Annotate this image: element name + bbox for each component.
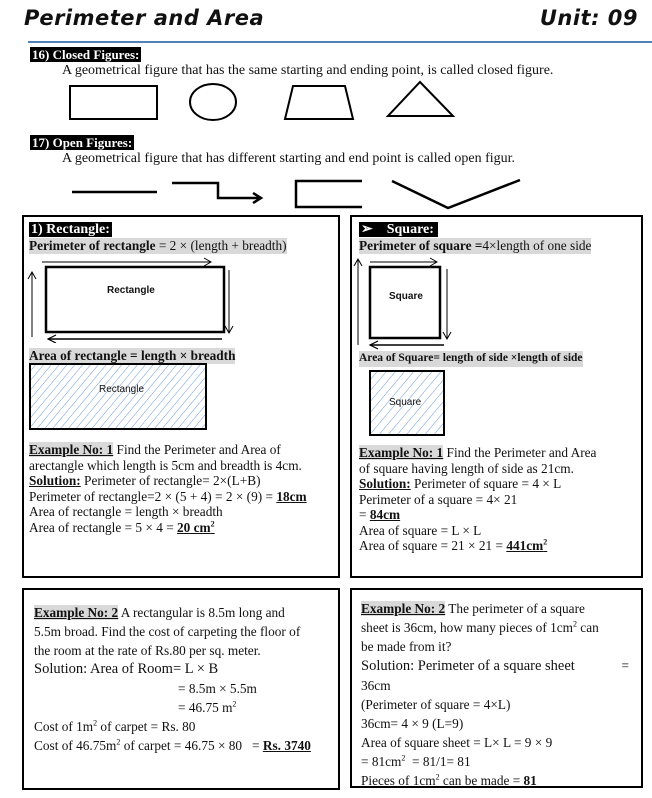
open-bracket-shape [296,181,362,207]
rectangle-box [22,215,340,578]
rectangle-perimeter-figure [24,253,324,343]
cost-line-1-a: Cost of 1m [34,719,94,734]
area-answer [506,538,547,553]
square-area-formula: Area of Square= length of side ×length of side [359,351,583,367]
solution-line-3: (Perimeter of square = 4×L) [361,697,511,712]
rectangle-example-2-content [34,603,330,755]
area-answer-value: 441cm [506,538,544,553]
perimeter-label: Perimeter of square = [359,238,483,253]
perimeter-expression: 4×length of one side [482,238,592,253]
example-2-text-3: be made from it? [361,639,452,654]
solution-line-7-b: can be made = [439,773,524,788]
example-1-title: Example No: 1 [359,445,444,460]
cost-line-1 [34,717,330,736]
open-figures-description: A geometrical figure that has different starting and end point is called open figur. [62,151,516,166]
solution-line-3-prefix: = [359,507,370,522]
open-figures-heading: 17) Open Figures: [32,135,133,150]
solution-line-4: Area of square = L × L [359,522,482,538]
closed-trapezium-shape [285,86,353,119]
example-1-text-2: arectangle which length is 5cm and breadth is 4cm. [29,457,302,473]
closed-rectangle-shape [70,86,157,119]
rectangle-perimeter-formula [29,238,287,254]
solution-line-7-a: Pieces of 1cm [361,773,436,788]
cost-line-2-b: of carpet = 46.75 × 80 = [120,738,263,753]
square-example-2-box [350,588,643,788]
exponent: 2 [93,718,98,728]
example-1-text: Find the Perimeter and Area of [113,442,281,457]
solution-line-1 [361,656,633,676]
square-heading [359,222,438,237]
perimeter-expression: = 2 × (length + breadth) [155,238,287,253]
solution-line-6-b: = 81/1= 81 [405,754,471,769]
area-answer-exponent: 2 [210,519,215,529]
rectangle-figure-label: Rectangle [107,285,155,296]
rectangle-example-2-box [22,588,340,790]
solution-line-4: 36cm= 4 × 9 (L=9) [361,716,464,731]
solution-line-1: Perimeter of square = 4 × L [410,476,562,491]
rectangle-example-1 [29,442,331,535]
example-2-text-2 [361,618,633,637]
open-figures-shapes [0,175,652,215]
example-2-title: Example No: 2 [361,601,446,616]
square-perimeter-figure [352,255,472,350]
solution-line-5: Area of square = 21 × 21 = [359,538,507,553]
solution-line-3-value: = 46.75 m [178,700,233,715]
solution-label: Solution: [29,473,81,488]
solution-label: Solution: [359,476,411,491]
area-answer-value: 20 cm [177,519,211,535]
solution-line-5: Area of square sheet = L× L = 9 × 9 [361,735,553,750]
closed-triangle-shape [388,82,453,116]
cost-line-2 [34,736,330,755]
exponent: 2 [572,619,577,629]
solution-line-1: Perimeter of rectangle= 2×(L+B) [80,473,261,488]
cost-line-2-a: Cost of 46.75m [34,738,117,753]
example-2-text-3: the room at the rate of Rs.80 per sq. meter. [34,643,261,658]
solution-line-2: Perimeter of rectangle=2 × (5 + 4) = 2 × (9) = [29,488,277,504]
exponent: 2 [232,699,237,709]
solution-line-3 [34,698,330,717]
example-1-text: Find the Perimeter and Area [443,445,597,460]
cost-line-1-b: of carpet = Rs. 80 [97,719,196,734]
equals-sign: = [621,658,629,673]
example-1-text-2: of square having length of side as 21cm. [359,460,574,476]
example-1-title: Example No: 1 [29,442,114,457]
square-box [350,215,643,578]
perimeter-answer: 18cm [276,488,307,504]
solution-line-1: Solution: Area of Room= L × B [34,661,219,677]
open-v-shape [392,180,520,208]
solution-line-1-text: Solution: Perimeter of a square sheet [361,658,575,674]
header-rule [28,41,652,43]
solution-line-4: Area of rectangle = 5 × 4 = [29,519,178,535]
exponent: 2 [116,737,121,747]
area-answer-exponent: 2 [543,537,548,547]
exponent: 2 [435,772,440,782]
solution-line-6 [361,752,633,771]
square-example-2-content [361,599,633,790]
cost-answer: Rs. 3740 [262,738,311,753]
closed-figures-shapes [0,78,652,128]
pieces-answer: 81 [523,773,537,788]
solution-line-2: 36cm [361,678,391,693]
rectangle-area-figure [29,363,209,431]
example-2-text-2: 5.5m broad. Find the cost of carpeting the floor of [34,624,301,639]
closed-circle-shape [190,84,236,120]
unit-label: Unit: 09 [539,6,638,30]
perimeter-answer: 84cm [369,507,401,522]
rectangle-area-figure-label: Rectangle [99,384,145,395]
closed-figures-heading: 16) Closed Figures: [32,47,140,62]
example-2-title: Example No: 2 [34,605,119,620]
page-title: Perimeter and Area [24,6,265,30]
square-area-figure-label: Square [389,397,422,408]
solution-line-6-a: = 81cm [361,754,402,769]
rectangle-area-formula: Area of rectangle = length × breadth [29,348,236,363]
perimeter-label: Perimeter of rectangle [29,238,156,253]
bullet-arrow-icon: ➢ [361,222,373,237]
square-figure-label: Square [389,291,423,302]
rectangle-heading: 1) Rectangle: [31,222,110,237]
square-perimeter-formula [359,238,591,254]
solution-line-2: Perimeter of a square = 4× 21 [359,491,518,507]
exponent: 2 [401,753,406,763]
example-2-text-1: A rectangular is 8.5m long and [118,605,285,620]
square-example-1 [359,445,639,554]
open-step-arrow-shape [172,183,261,203]
solution-line-7 [361,771,633,790]
square-heading-text: Square: [386,222,434,237]
closed-figures-description: A geometrical figure that has the same starting and ending point, is called closed figure. [62,63,554,78]
solution-line-3: Area of rectangle = length × breadth [29,504,223,519]
example-2-text-1: The perimeter of a square [445,601,585,616]
example-2-text-2-b: can [576,620,599,635]
example-2-text-2-a: sheet is 36cm, how many pieces of 1cm [361,620,573,635]
area-answer [177,520,215,535]
solution-line-2: = 8.5m × 5.5m [178,681,257,696]
